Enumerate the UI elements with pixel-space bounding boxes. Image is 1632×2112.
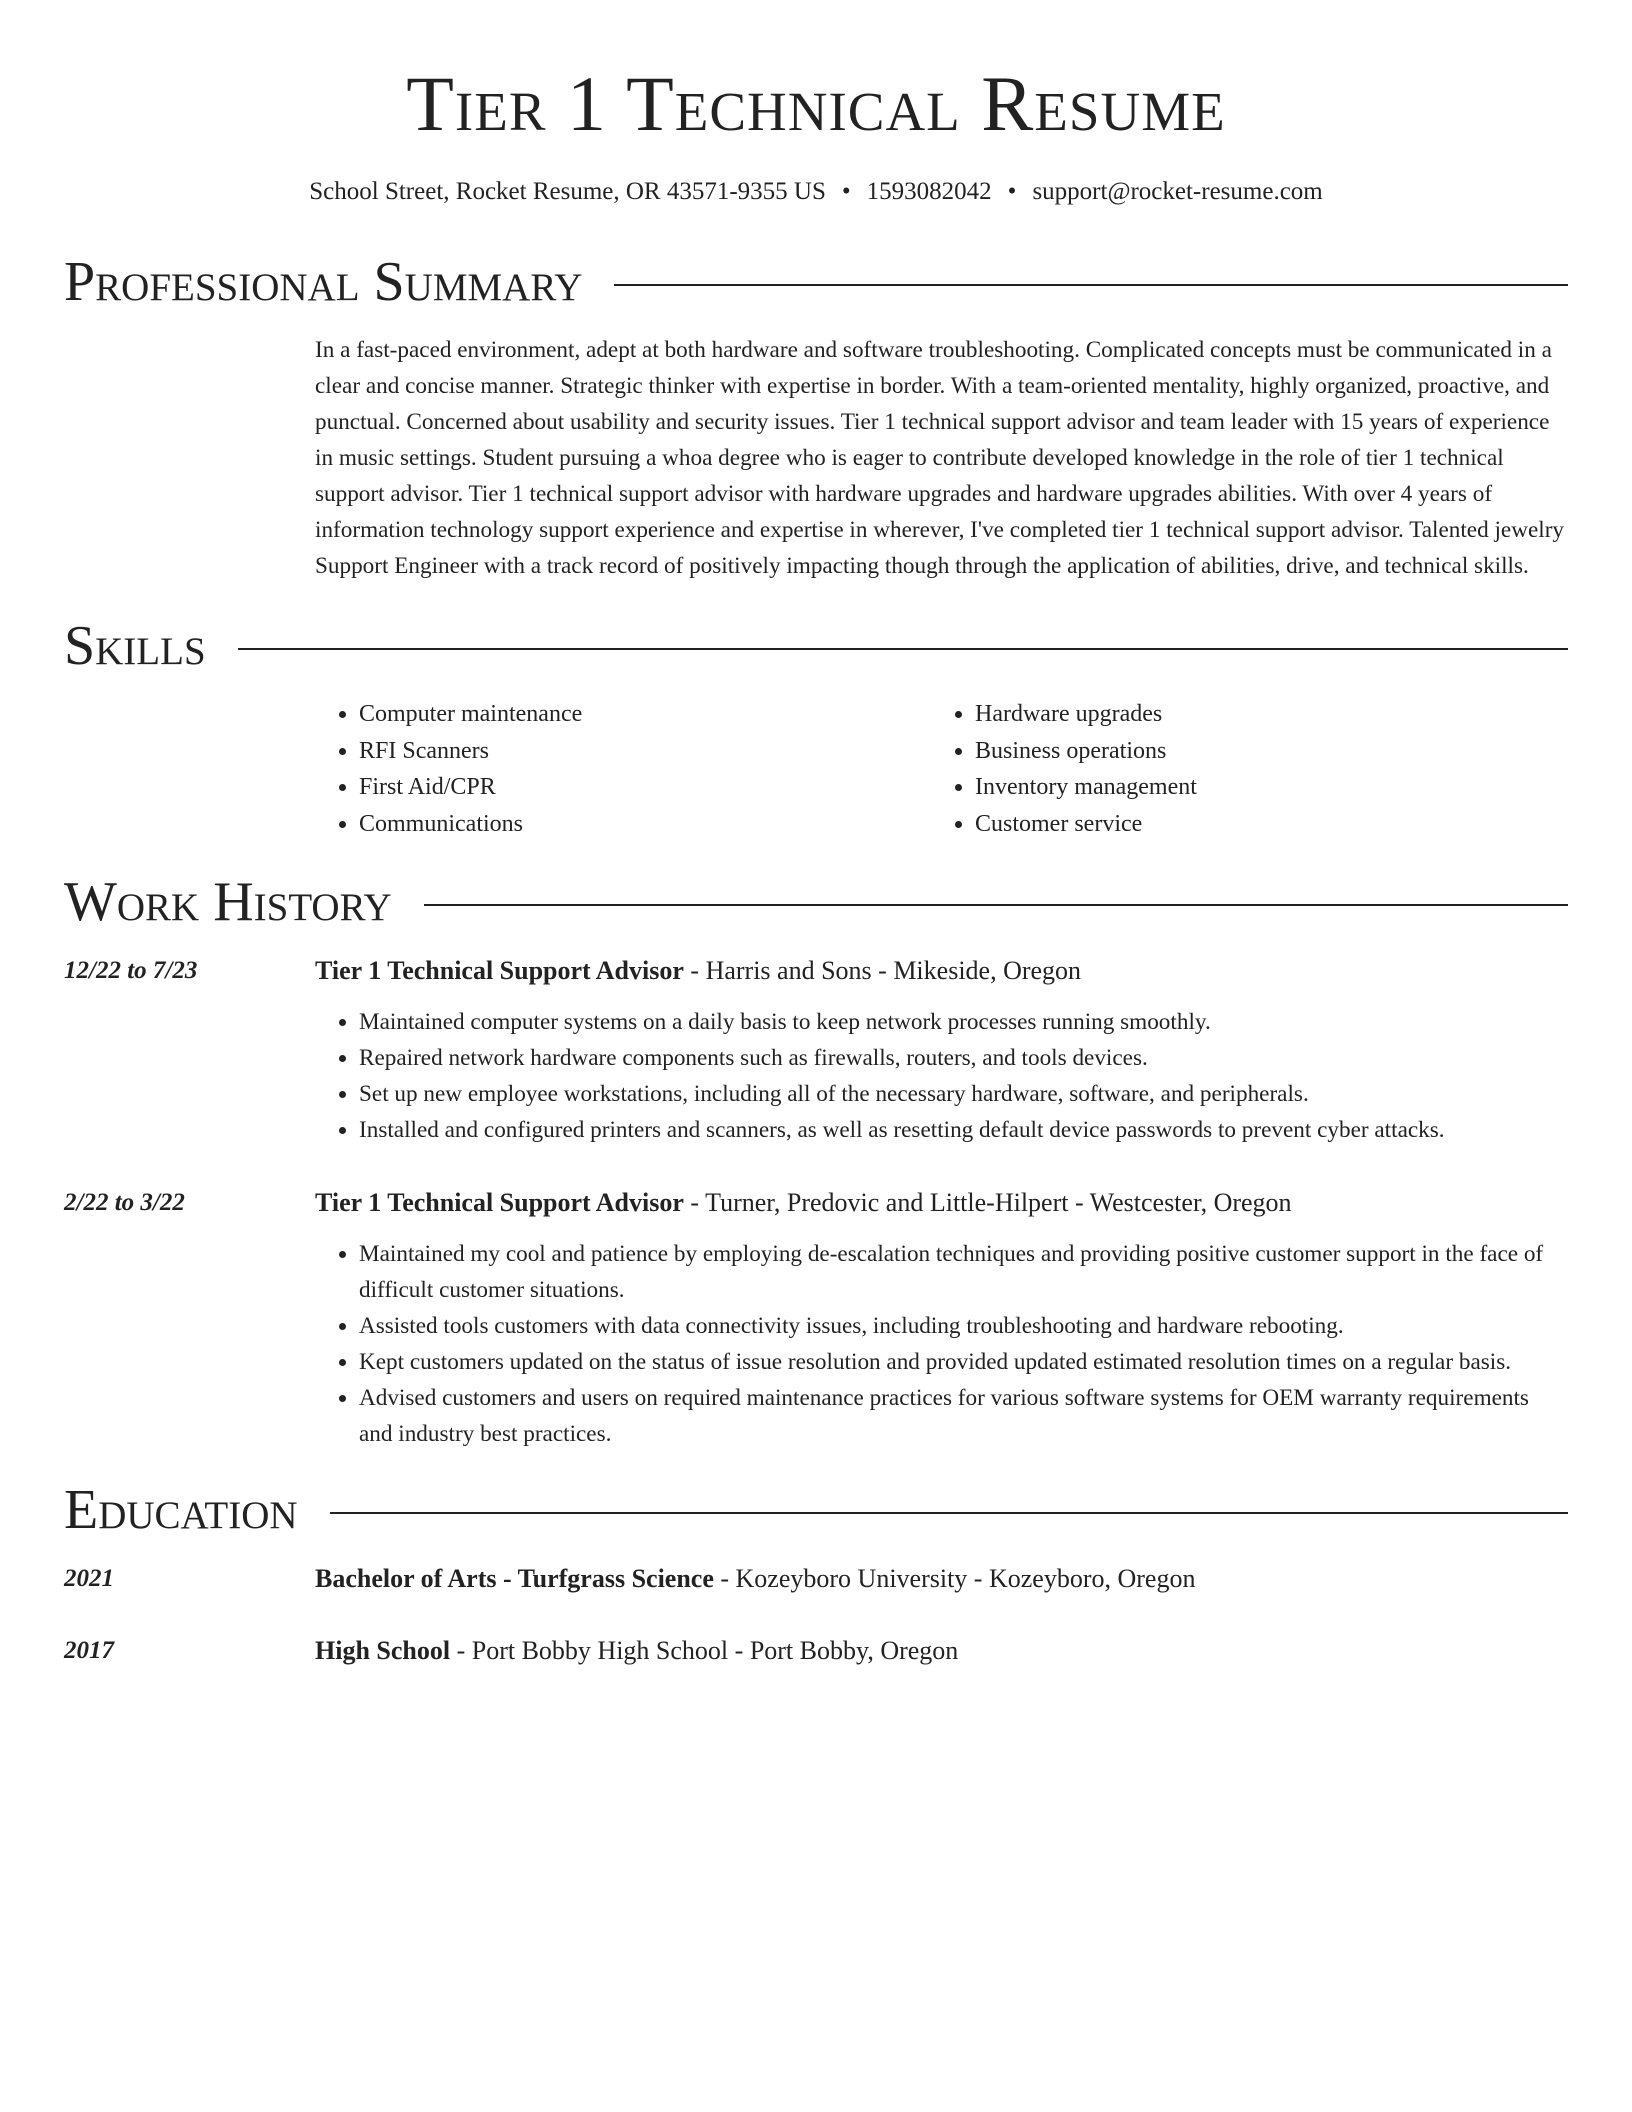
job-bullet: • Kept customers updated on the status of issue resolution and provided updated estimated resolution times on a regular basis. — [359, 1344, 1568, 1380]
skills-list — [315, 696, 1568, 842]
contact-email[interactable]: support@rocket-resume.com — [1032, 178, 1323, 205]
section-divider — [424, 904, 1568, 906]
education-entry-body — [315, 1562, 1568, 1596]
section-divider — [614, 284, 1568, 286]
education-title-line — [315, 1634, 1568, 1668]
degree-title: Bachelor of Arts - Turfgrass Science — [315, 1564, 714, 1593]
job-title: Tier 1 Technical Support Advisor — [315, 956, 684, 985]
job-bullets — [315, 1004, 1568, 1148]
work-section-header — [64, 870, 1568, 934]
work-title-line — [315, 954, 1568, 988]
work-entry — [64, 954, 1568, 1148]
work-heading: Work History — [64, 871, 392, 933]
job-employer: - Turner, Predovic and Little-Hilpert - Westcester, Oregon — [683, 1188, 1292, 1217]
work-entry-body — [315, 1186, 1568, 1452]
job-title: Tier 1 Technical Support Advisor — [315, 1188, 684, 1217]
work-date: 2/22 to 3/22 — [64, 1189, 185, 1216]
job-bullet: • Maintained computer systems on a daily basis to keep network processes running smoothly. — [359, 1004, 1568, 1040]
work-date: 12/22 to 7/23 — [64, 957, 198, 984]
job-bullet: • Repaired network hardware components such as firewalls, routers, and tools devices. — [359, 1040, 1568, 1076]
work-entry — [64, 1186, 1568, 1452]
job-bullet: • Set up new employee workstations, including all of the necessary hardware, software, and peripherals. — [359, 1076, 1568, 1112]
section-divider — [330, 1512, 1568, 1514]
contact-phone: 1593082042 — [866, 178, 992, 205]
contact-line — [64, 176, 1568, 208]
skill-item: • Computer maintenance — [359, 696, 931, 733]
work-entry-body — [315, 954, 1568, 1148]
summary-text: In a fast-paced environment, adept at both hardware and software troubleshooting. Complicated concepts must be communicated in a clear and concise manner. Strategic thinker with expertise in border. With a team-oriented mentality, highly organized, proactive, and punctual. Concerned about usability and security issues. Tier 1 technical support advisor and team leader with 15 years of experience in music settings. Student pursuing a whoa degree who is eager to contribute developed knowledge in the role of tier 1 technical support advisor. Tier 1 technical support advisor with hardware upgrades and hardware upgrades abilities. With over 4 years of information technology support experience and expertise in wherever, I've completed tier 1 technical support advisor. Talented jewelry Support Engineer with a track record of positively impacting though through the application of abilities, drive, and technical skills. — [315, 337, 1565, 579]
skill-item: • Inventory management — [975, 769, 1547, 806]
skills-heading: Skills — [64, 615, 206, 677]
skill-item: • Communications — [359, 806, 931, 843]
degree-title: High School — [315, 1636, 451, 1665]
job-bullet: • Assisted tools customers with data connectivity issues, including troubleshooting and hardware rebooting. — [359, 1308, 1568, 1344]
summary-heading: Professional Summary — [64, 251, 583, 313]
skill-item: • Business operations — [975, 733, 1547, 770]
education-date: 2021 — [64, 1565, 114, 1592]
contact-separator: • — [1007, 178, 1017, 205]
education-section-header — [64, 1478, 1568, 1542]
resume-page — [64, 0, 1568, 1668]
job-bullets — [315, 1236, 1568, 1452]
school-info: - Port Bobby High School - Port Bobby, Oregon — [450, 1636, 959, 1665]
skill-item: • Customer service — [975, 806, 1547, 843]
skills-section-header — [64, 614, 1568, 678]
skill-item: • First Aid/CPR — [359, 769, 931, 806]
education-entry — [64, 1634, 1568, 1668]
education-date: 2017 — [64, 1637, 114, 1664]
education-entry-body — [315, 1634, 1568, 1668]
education-heading: Education — [64, 1479, 298, 1541]
work-title-line — [315, 1186, 1568, 1220]
contact-separator: • — [841, 178, 851, 205]
section-divider — [238, 648, 1568, 650]
skills-column-left — [315, 696, 931, 842]
job-employer: - Harris and Sons - Mikeside, Oregon — [683, 956, 1082, 985]
education-entry — [64, 1562, 1568, 1596]
summary-section-header — [64, 250, 1568, 314]
school-info: - Kozeyboro University - Kozeyboro, Oregon — [713, 1564, 1196, 1593]
skill-item: • RFI Scanners — [359, 733, 931, 770]
skills-column-right — [931, 696, 1547, 842]
job-bullet: • Installed and configured printers and scanners, as well as resetting default device passwords to prevent cyber attacks. — [359, 1112, 1568, 1148]
contact-address: School Street, Rocket Resume, OR 43571-9355 US — [309, 178, 826, 205]
skill-item: • Hardware upgrades — [975, 696, 1547, 733]
education-title-line — [315, 1562, 1568, 1596]
job-bullet: • Maintained my cool and patience by employing de-escalation techniques and providing positive customer support in the face of difficult customer situations. — [359, 1236, 1568, 1308]
job-bullet: • Advised customers and users on required maintenance practices for various software systems for OEM warranty requirements and industry best practices. — [359, 1380, 1568, 1452]
resume-name: Tier 1 Technical Resume — [406, 60, 1226, 147]
